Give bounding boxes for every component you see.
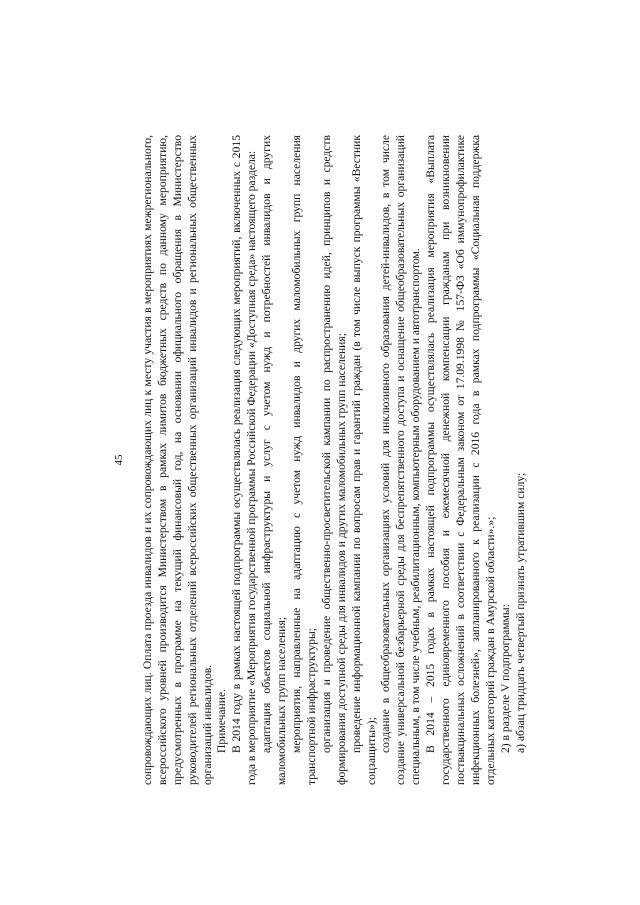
paragraph-10: а) абзац тридцать четвертый признать утратившим силу; bbox=[513, 472, 527, 753]
paragraph-note-heading: Примечание. bbox=[215, 689, 229, 753]
paragraph-8: В 2014 – 2015 годах в рамках настоящей подпрограммы осуществлялась реализация мероприятия «Выплата государственного единовременного пособия и ежемесячной денежной компенсации гражданам при возникновении поствакцинальных осложнений в соответствии с Федеральным законом от 17.09.1998 № 157-ФЗ «Об иммунопрофилактике инфекционных болезней», запланированного к реализации с 2016 года в рамках подпрограммы «Социальная поддержка отдельных категорий граждан в Амурской области».»; bbox=[424, 135, 497, 785]
paragraph-1: сопровождающих лиц. Оплата проезда инвалидов и их сопровождающих лиц к месту участия в мероприятиях межрегионального, всероссийского уровней производится Министерством в рамках лимитов бюджетных средств по данному мероприятию, предусмотренных в программе на текущий финансовый год, на основании официального обращения в Министерство руководителей региональных отделений всероссийских общественных организаций инвалидов и региональных общественных организаций инвалидов. bbox=[140, 135, 214, 785]
paragraph-2: В 2014 году в рамках настоящей подпрограммы осуществлялась реализация следующих мероприятий, включенных с 2015 года в мероприятие «Мероприятия государственной программы Российской Федерации «Доступная среда» настоящего раздела: bbox=[230, 135, 259, 785]
paragraph-7: создание в общеобразовательных организациях условий для инклюзивного образования детей-инвалидов, в том числе создание универсальной безбарьерной среды для беспрепятственного доступа и оснащение общеобразовательных организаций специальным, в том числе учебным, реабилитационным, компьютерным оборудованием и автотранспортом. bbox=[379, 135, 423, 785]
paragraph-4: мероприятия, направленные на адаптацию с учетом нужд инвалидов и других маломобильных групп населения транспортной инфраструктуры; bbox=[289, 135, 318, 785]
paragraph-9: 2) в разделе V подпрограммы: bbox=[498, 604, 512, 753]
page-number: 45 bbox=[113, 454, 125, 466]
paragraph-5: организация и проведение общественно-просветительской кампании по распространению идей, принципов и средств формирования доступной среды для инвалидов и других маломобильных групп населения; bbox=[319, 135, 348, 785]
paragraph-3: адаптация объектов социальной инфраструктуры и услуг с учетом нужд и потребностей инвалидов и других маломобильных групп населения; bbox=[260, 135, 289, 785]
paragraph-6: проведение информационной кампании по вопросам прав и гарантий граждан (в том числе выпуск программы «Вестник соцзащиты»); bbox=[349, 135, 378, 785]
rotated-text-block bbox=[112, 135, 532, 785]
